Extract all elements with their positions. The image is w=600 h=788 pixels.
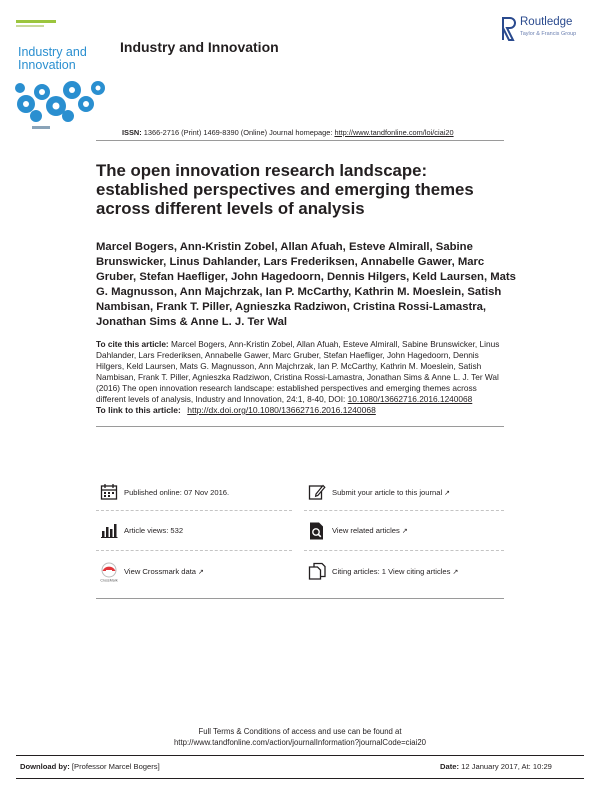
issn-numbers: 1366-2716 (Print) 1469-8390 (Online) — [143, 128, 268, 137]
crossmark-logo-text: CrossMark — [100, 578, 118, 582]
external-link-icon: ↗ — [401, 528, 408, 535]
routledge-mark-icon — [500, 16, 516, 42]
bar-chart-icon — [100, 521, 118, 539]
logo-journal-name — [18, 46, 87, 72]
logo-decor-line — [16, 25, 44, 27]
info-divider — [96, 510, 292, 511]
homepage-label: Journal homepage: — [269, 128, 333, 137]
external-link-icon: ↗ — [452, 569, 459, 576]
external-link-icon: ↗ — [198, 569, 204, 576]
article-authors: Marcel Bogers, Ann-Kristin Zobel, Allan Afuah, Esteve Almirall, Sabine Brunswicker, Linus Dahlander, Lars Frederiksen, Annabelle Gawer, Marc Gruber, Stefan Haefliger, John Hagedoorn, Dennis Hilgers, Keld Laursen, Mats G. Magnusson, Ann Majchrzak, Ian P. McCarthy, Kathrin M. Moeslein, Satish Nambisan, Frank T. Piller, Agnieszka Radziwon, Cristina Rossi-Lamastra, Jonathan Sims & Anne L. J. Ter Wal — [96, 241, 516, 328]
crossmark-text — [124, 567, 204, 576]
calendar-icon — [100, 483, 118, 501]
published-date: Published online: 07 Nov 2016. — [124, 488, 230, 497]
crossmark-icon — [100, 562, 118, 582]
date-label: Date: — [440, 762, 459, 771]
download-by: [Professor Marcel Bogers] — [71, 762, 160, 771]
terms-notice — [0, 726, 600, 748]
submit-article-text — [332, 488, 450, 497]
logo-publisher-mark — [32, 126, 50, 129]
related-articles-label: View related articles — [332, 526, 400, 535]
link-to-article — [96, 405, 376, 415]
download-label: Download by: — [20, 762, 70, 771]
external-link-icon: ↗ — [444, 490, 451, 497]
header-divider — [96, 140, 504, 141]
citation-divider — [96, 426, 504, 427]
footer-divider — [16, 755, 584, 756]
article-title: The open innovation research landscape: established perspectives and emerging themes across different levels of analysis — [96, 161, 474, 218]
terms-text: Full Terms & Conditions of access and use can be found at — [198, 727, 402, 736]
journal-title: Industry and Innovation — [120, 39, 279, 55]
citing-articles-icon — [308, 562, 326, 580]
publisher-tagline: Taylor & Francis Group — [520, 31, 577, 37]
related-articles-icon — [308, 521, 326, 541]
download-date — [440, 762, 552, 771]
info-divider — [96, 550, 292, 551]
citation-block — [96, 339, 506, 405]
related-articles-text — [332, 526, 408, 535]
journal-cover-logo — [12, 16, 110, 136]
link-label: To link to this article: — [96, 405, 181, 415]
crossmark-label: View Crossmark data — [124, 567, 197, 576]
info-divider — [304, 550, 504, 551]
homepage-link[interactable]: http://www.tandfonline.com/loi/ciai20 — [334, 128, 454, 137]
citation-text: Marcel Bogers, Ann-Kristin Zobel, Allan Afuah, Esteve Almirall, Sabine Brunswicker, Linus Dahlander, Lars Frederiksen, Annabelle Gawer, Marc Gruber, Stefan Haefliger, John Hagedoorn, Dennis Hilgers, Keld Laursen, Mats G. Magnusson, Ann Majchrzak, Ian P. McCarthy, Kathrin M. Moeslein, Satish Nambisan, Frank T. Piller, Agnieszka Radziwon, Cristina Rossi-Lamastra, Jonathan Sims & Anne L. J. Ter Wal (2016) The open innovation research landscape: established perspectives and emerging themes across different levels of analysis, Industry and Innovation, 24:1, 8-40, DOI: — [96, 339, 500, 404]
download-info — [20, 762, 160, 771]
article-views: Article views: 532 — [124, 526, 184, 535]
footer-bottom-divider — [16, 778, 584, 779]
terms-url[interactable]: http://www.tandfonline.com/action/journalInformation?journalCode=ciai20 — [173, 738, 427, 747]
citation-doi-link[interactable]: 10.1080/13662716.2016.1240068 — [347, 394, 473, 404]
logo-name-line: Industry and — [18, 45, 87, 59]
edit-pencil-icon — [308, 483, 326, 501]
issn-line — [122, 128, 454, 137]
info-bottom-divider — [96, 598, 504, 599]
gears-graphic-icon — [12, 74, 110, 126]
article-doi-url[interactable]: http://dx.doi.org/10.1080/13662716.2016.1240068 — [187, 405, 376, 415]
info-divider — [304, 510, 504, 511]
logo-decor-line — [16, 20, 56, 23]
citing-articles-text — [332, 567, 458, 576]
submit-label: Submit your article to this journal — [332, 488, 443, 497]
issn-label: ISSN: — [122, 128, 142, 137]
publisher-logo — [500, 16, 592, 46]
date-value: 12 January 2017, At: 10:29 — [461, 762, 552, 771]
publisher-name: Routledge — [520, 16, 573, 28]
citation-label: To cite this article: — [96, 339, 169, 349]
citing-articles-label: Citing articles: 1 View citing articles — [332, 567, 451, 576]
logo-name-line: Innovation — [18, 58, 76, 72]
